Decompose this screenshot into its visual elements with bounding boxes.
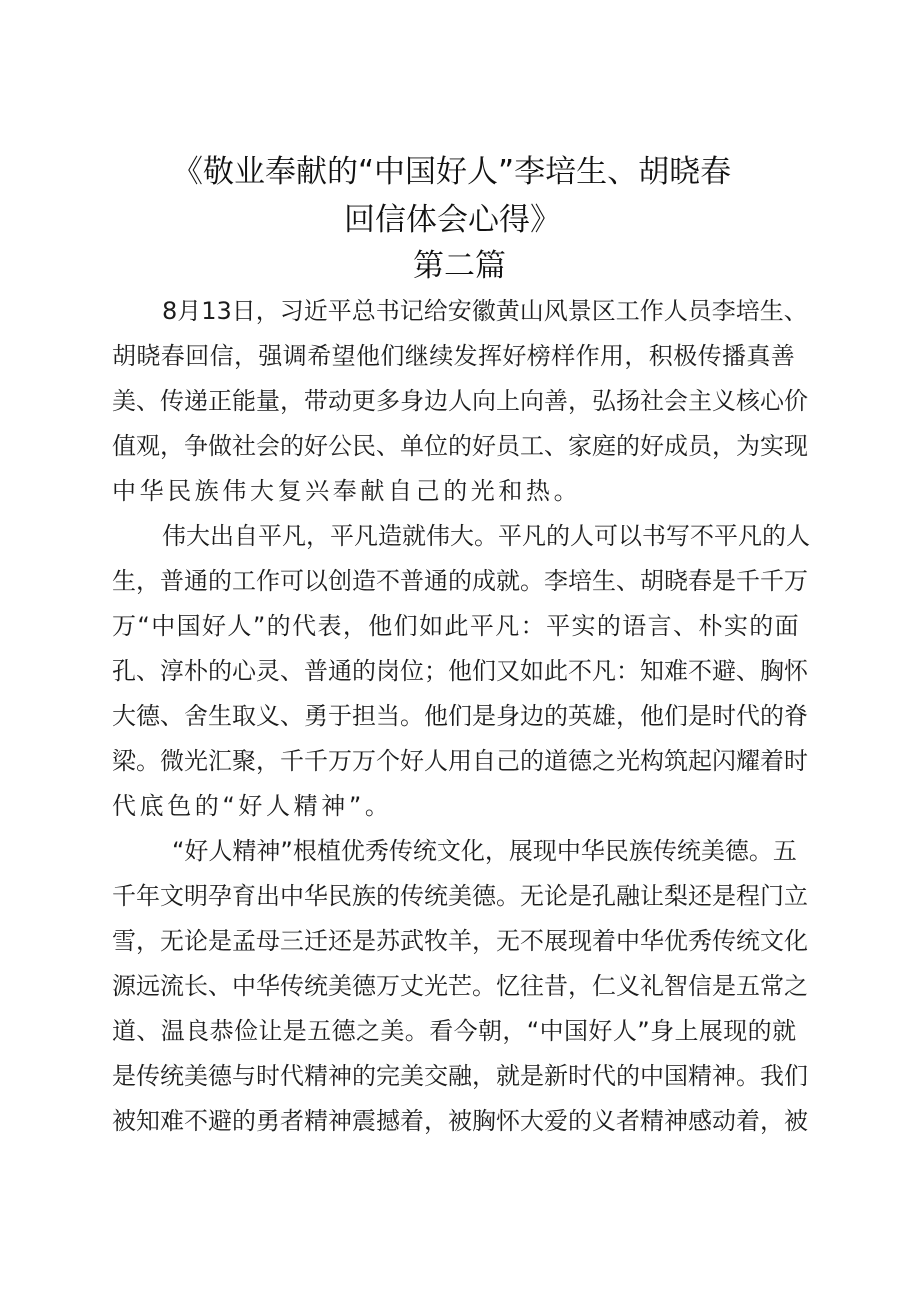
document-title-line-1: 《敬业奉献的“中国好人”李培生、胡晓春 xyxy=(172,154,732,190)
body-line: 代底色的“好人精神”。 xyxy=(112,792,393,820)
body-line: 中华民族伟大复兴奉献自己的光和热。 xyxy=(112,477,582,505)
body-line: 道、温良恭俭让是五德之美。看今朝，“中国好人”身上展现的就 xyxy=(112,1017,797,1045)
body-line: 梁。微光汇聚，千千万万个好人用自己的道德之光构筑起闪耀着时 xyxy=(112,747,808,775)
body-line: 被知难不避的勇者精神震撼着，被胸怀大爱的义者精神感动着，被 xyxy=(112,1107,808,1135)
body-line: 8月13日，习近平总书记给安徽黄山风景区工作人员李培生、 xyxy=(162,297,808,325)
body-line: 万“中国好人”的代表，他们如此平凡：平实的语言、朴实的面 xyxy=(112,612,801,640)
body-line: “好人精神”根植优秀传统文化，展现中华民族传统美德。五 xyxy=(172,837,797,865)
body-line: 孔、淳朴的心灵、普通的岗位；他们又如此不凡：知难不避、胸怀 xyxy=(112,657,808,685)
body-line: 是传统美德与时代精神的完美交融，就是新时代的中国精神。我们 xyxy=(112,1062,808,1090)
body-line: 雪，无论是孟母三迁还是苏武牧羊，无不展现着中华优秀传统文化 xyxy=(112,927,808,955)
document-title-line-2: 回信体会心得》 xyxy=(344,202,561,238)
body-line: 大德、舍生取义、勇于担当。他们是身边的英雄，他们是时代的脊 xyxy=(112,702,808,730)
body-line: 千年文明孕育出中华民族的传统美德。无论是孔融让梨还是程门立 xyxy=(112,882,808,910)
body-line: 源远流长、中华传统美德万丈光芒。忆往昔，仁义礼智信是五常之 xyxy=(112,972,808,1000)
body-line: 伟大出自平凡，平凡造就伟大。平凡的人可以书写不平凡的人 xyxy=(162,522,810,550)
document-subtitle: 第二篇 xyxy=(413,248,506,284)
body-line: 生，普通的工作可以创造不普通的成就。李培生、胡晓春是千千万 xyxy=(112,567,808,595)
body-line: 美、传递正能量，带动更多身边人向上向善，弘扬社会主义核心价 xyxy=(112,387,808,415)
body-line: 值观，争做社会的好公民、单位的好员工、家庭的好成员，为实现 xyxy=(112,432,808,460)
body-line: 胡晓春回信，强调希望他们继续发挥好榜样作用，积极传播真善 xyxy=(112,342,796,370)
